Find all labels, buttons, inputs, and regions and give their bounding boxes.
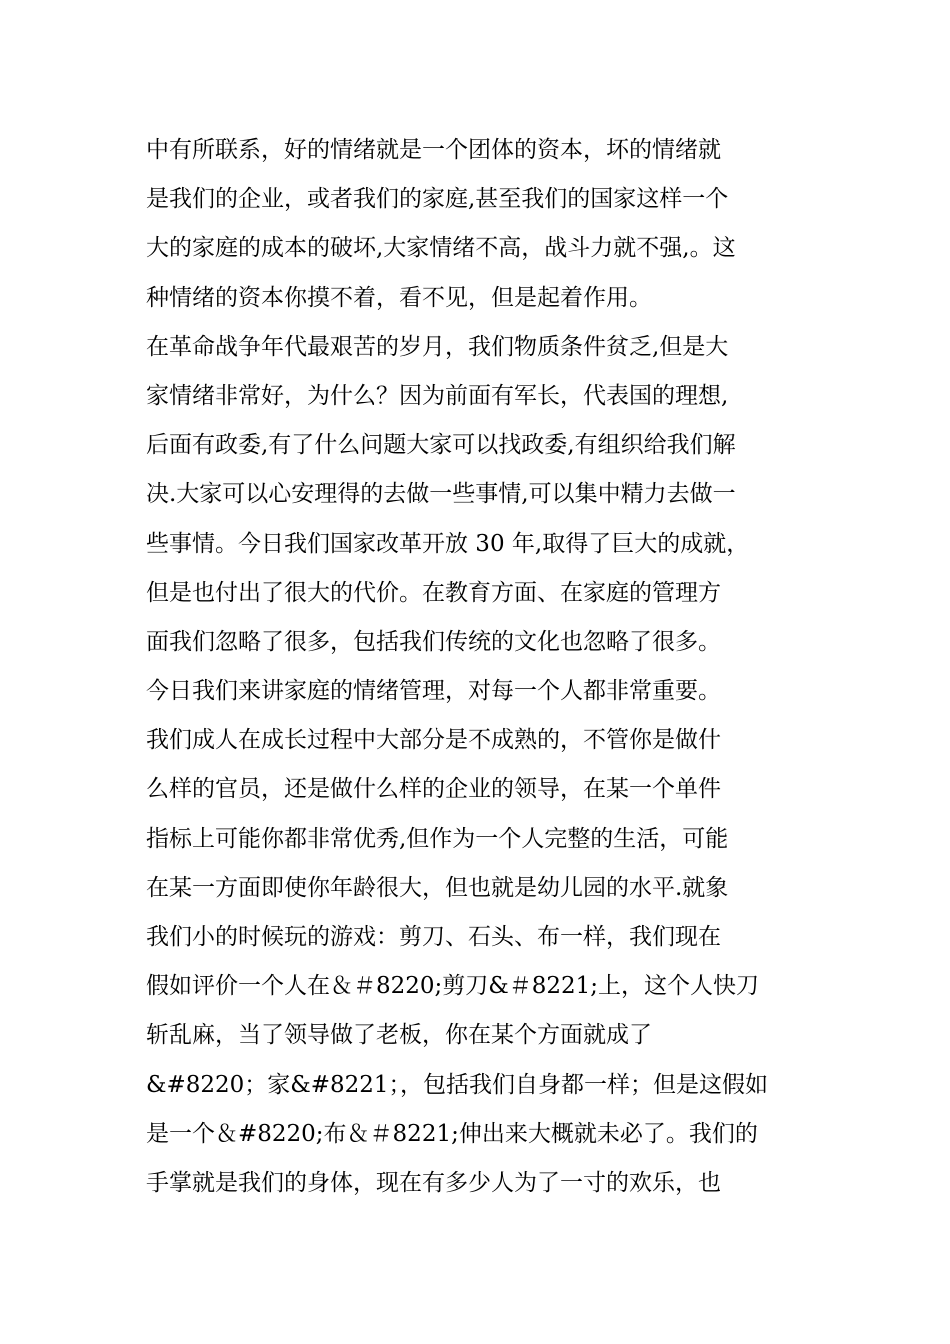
text-line: 在革命战争年代最艰苦的岁月，我们物质条件贫乏,但是大 [146, 333, 729, 360]
text-line: 后面有政委,有了什么问题大家可以找政委,有组织给我们解 [146, 432, 736, 459]
text-line: 假如评价一个人在＆＃8220;剪刀&＃8221;上，这个人快刀 [146, 973, 760, 1000]
text-line: 在某一方面即使你年龄很大，但也就是幼儿园的水平.就象 [146, 874, 729, 901]
text-line: 是一个＆#8220;布＆＃8221;伸出来大概就未必了。我们的 [146, 1120, 758, 1147]
text-line: 指标上可能你都非常优秀,但作为一个人完整的生活，可能 [146, 825, 729, 852]
text-line: &#8220；家&#8221；，包括我们自身都一样；但是这假如 [146, 1071, 769, 1098]
text-line: 我们小的时候玩的游戏：剪刀、石头、布一样，我们现在 [146, 924, 721, 950]
text-line: 今日我们来讲家庭的情绪管理，对每一个人都非常重要。 [146, 678, 721, 705]
text-line: 么样的官员，还是做什么样的企业的领导，在某一个单件 [146, 776, 721, 803]
text-line: 种情绪的资本你摸不着，看不见，但是起着作用。 [146, 284, 652, 311]
body-text [146, 126, 826, 1208]
text-line: 手掌就是我们的身体，现在有多少人为了一寸的欢乐，也 [146, 1169, 721, 1196]
text-line: 家情绪非常好，为什么？因为前面有军长，代表国的理想, [146, 382, 729, 409]
text-line: 中有所联系，好的情绪就是一个团体的资本，坏的情绪就 [146, 137, 721, 163]
text-line: 斩乱麻，当了领导做了老板，你在某个方面就成了 [146, 1022, 652, 1049]
text-line: 大的家庭的成本的破坏,大家情绪不高，战斗力就不强,。这 [146, 235, 736, 262]
text-line: 我们成人在成长过程中大部分是不成熟的，不管你是做什 [146, 727, 721, 754]
text-line: 面我们忽略了很多，包括我们传统的文化也忽略了很多。 [146, 628, 721, 655]
text-line: 但是也付出了很大的代价。在教育方面、在家庭的管理方 [146, 579, 721, 606]
text-line: 是我们的企业，或者我们的家庭,甚至我们的国家这样一个 [146, 186, 729, 213]
text-line: 决.大家可以心安理得的去做一些事情,可以集中精力去做一 [146, 481, 736, 508]
text-line: 些事情。今日我们国家改革开放 30 年,取得了巨大的成就， [146, 530, 750, 557]
